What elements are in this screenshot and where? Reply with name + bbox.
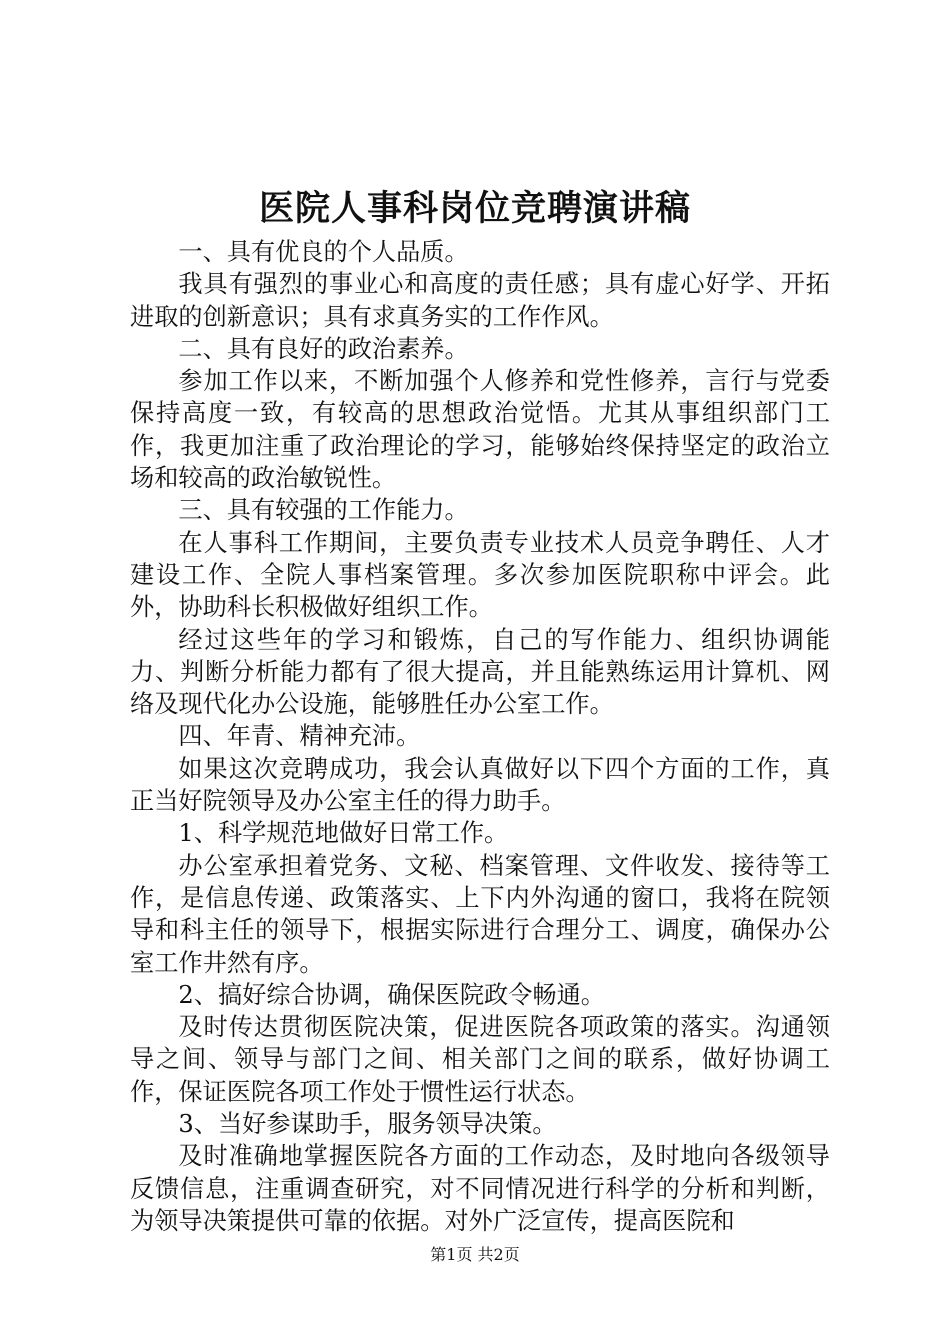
paragraph: 参加工作以来，不断加强个人修养和党性修养，言行与党委保持高度一致，有较高的思想政治觉悟。尤其从事组织部门工作，我更加注重了政治理论的学习，能够始终保持坚定的政治立场和较高的政治敏锐性。: [130, 367, 830, 493]
paragraph: 经过这些年的学习和锻炼，自己的写作能力、组织协调能力、判断分析能力都有了很大提高，并且能熟练运用计算机、网络及现代化办公设施，能够胜任办公室工作。: [130, 625, 830, 719]
paragraph: 在人事科工作期间，主要负责专业技术人员竞争聘任、人才建设工作、全院人事档案管理。多次参加医院职称中评会。此外，协助科长积极做好组织工作。: [130, 528, 830, 622]
section-heading-1: 一、具有优良的个人品质。: [178, 238, 469, 266]
section-heading-3: 三、具有较强的工作能力。: [178, 496, 469, 525]
page-footer: 第1页 共2页: [430, 1245, 520, 1264]
paragraph: 我具有强烈的事业心和高度的责任感；具有虚心好学、开拓进取的创新意识；具有求真务实的工作作风。: [130, 270, 830, 331]
paragraph: 如果这次竞聘成功，我会认真做好以下四个方面的工作，真正当好院领导及办公室主任的得力助手。: [130, 754, 830, 816]
paragraph: 办公室承担着党务、文秘、档案管理、文件收发、接待等工作，是信息传递、政策落实、上下内外沟通的窗口，我将在院领导和科主任的领导下，根据实际进行合理分工、调度，确保办公室工作井然有序。: [130, 851, 830, 977]
section-heading-4: 四、年青、精神充沛。: [178, 722, 421, 751]
document-title: 医院人事科岗位竞聘演讲稿: [258, 188, 691, 229]
document-body: [130, 236, 830, 1237]
sub-heading-2: 2、搞好综合协调，确保医院政令畅通。: [178, 980, 605, 1009]
paragraph: 及时传达贯彻医院决策，促进医院各项政策的落实。沟通领导之间、领导与部门之间、相关部门之间的联系，做好协调工作，保证医院各项工作处于惯性运行状态。: [130, 1013, 830, 1106]
section-heading-2: 二、具有良好的政治素养。: [178, 334, 469, 363]
sub-heading-3: 3、当好参谋助手，服务领导决策。: [178, 1110, 557, 1139]
sub-heading-1: 1、科学规范地做好日常工作。: [178, 819, 509, 848]
paragraph: 及时准确地掌握医院各方面的工作动态，及时地向各级领导反馈信息，注重调查研究，对不同情况进行科学的分析和判断，为领导决策提供可靠的依据。对外广泛宣传，提高医院和: [130, 1142, 830, 1235]
